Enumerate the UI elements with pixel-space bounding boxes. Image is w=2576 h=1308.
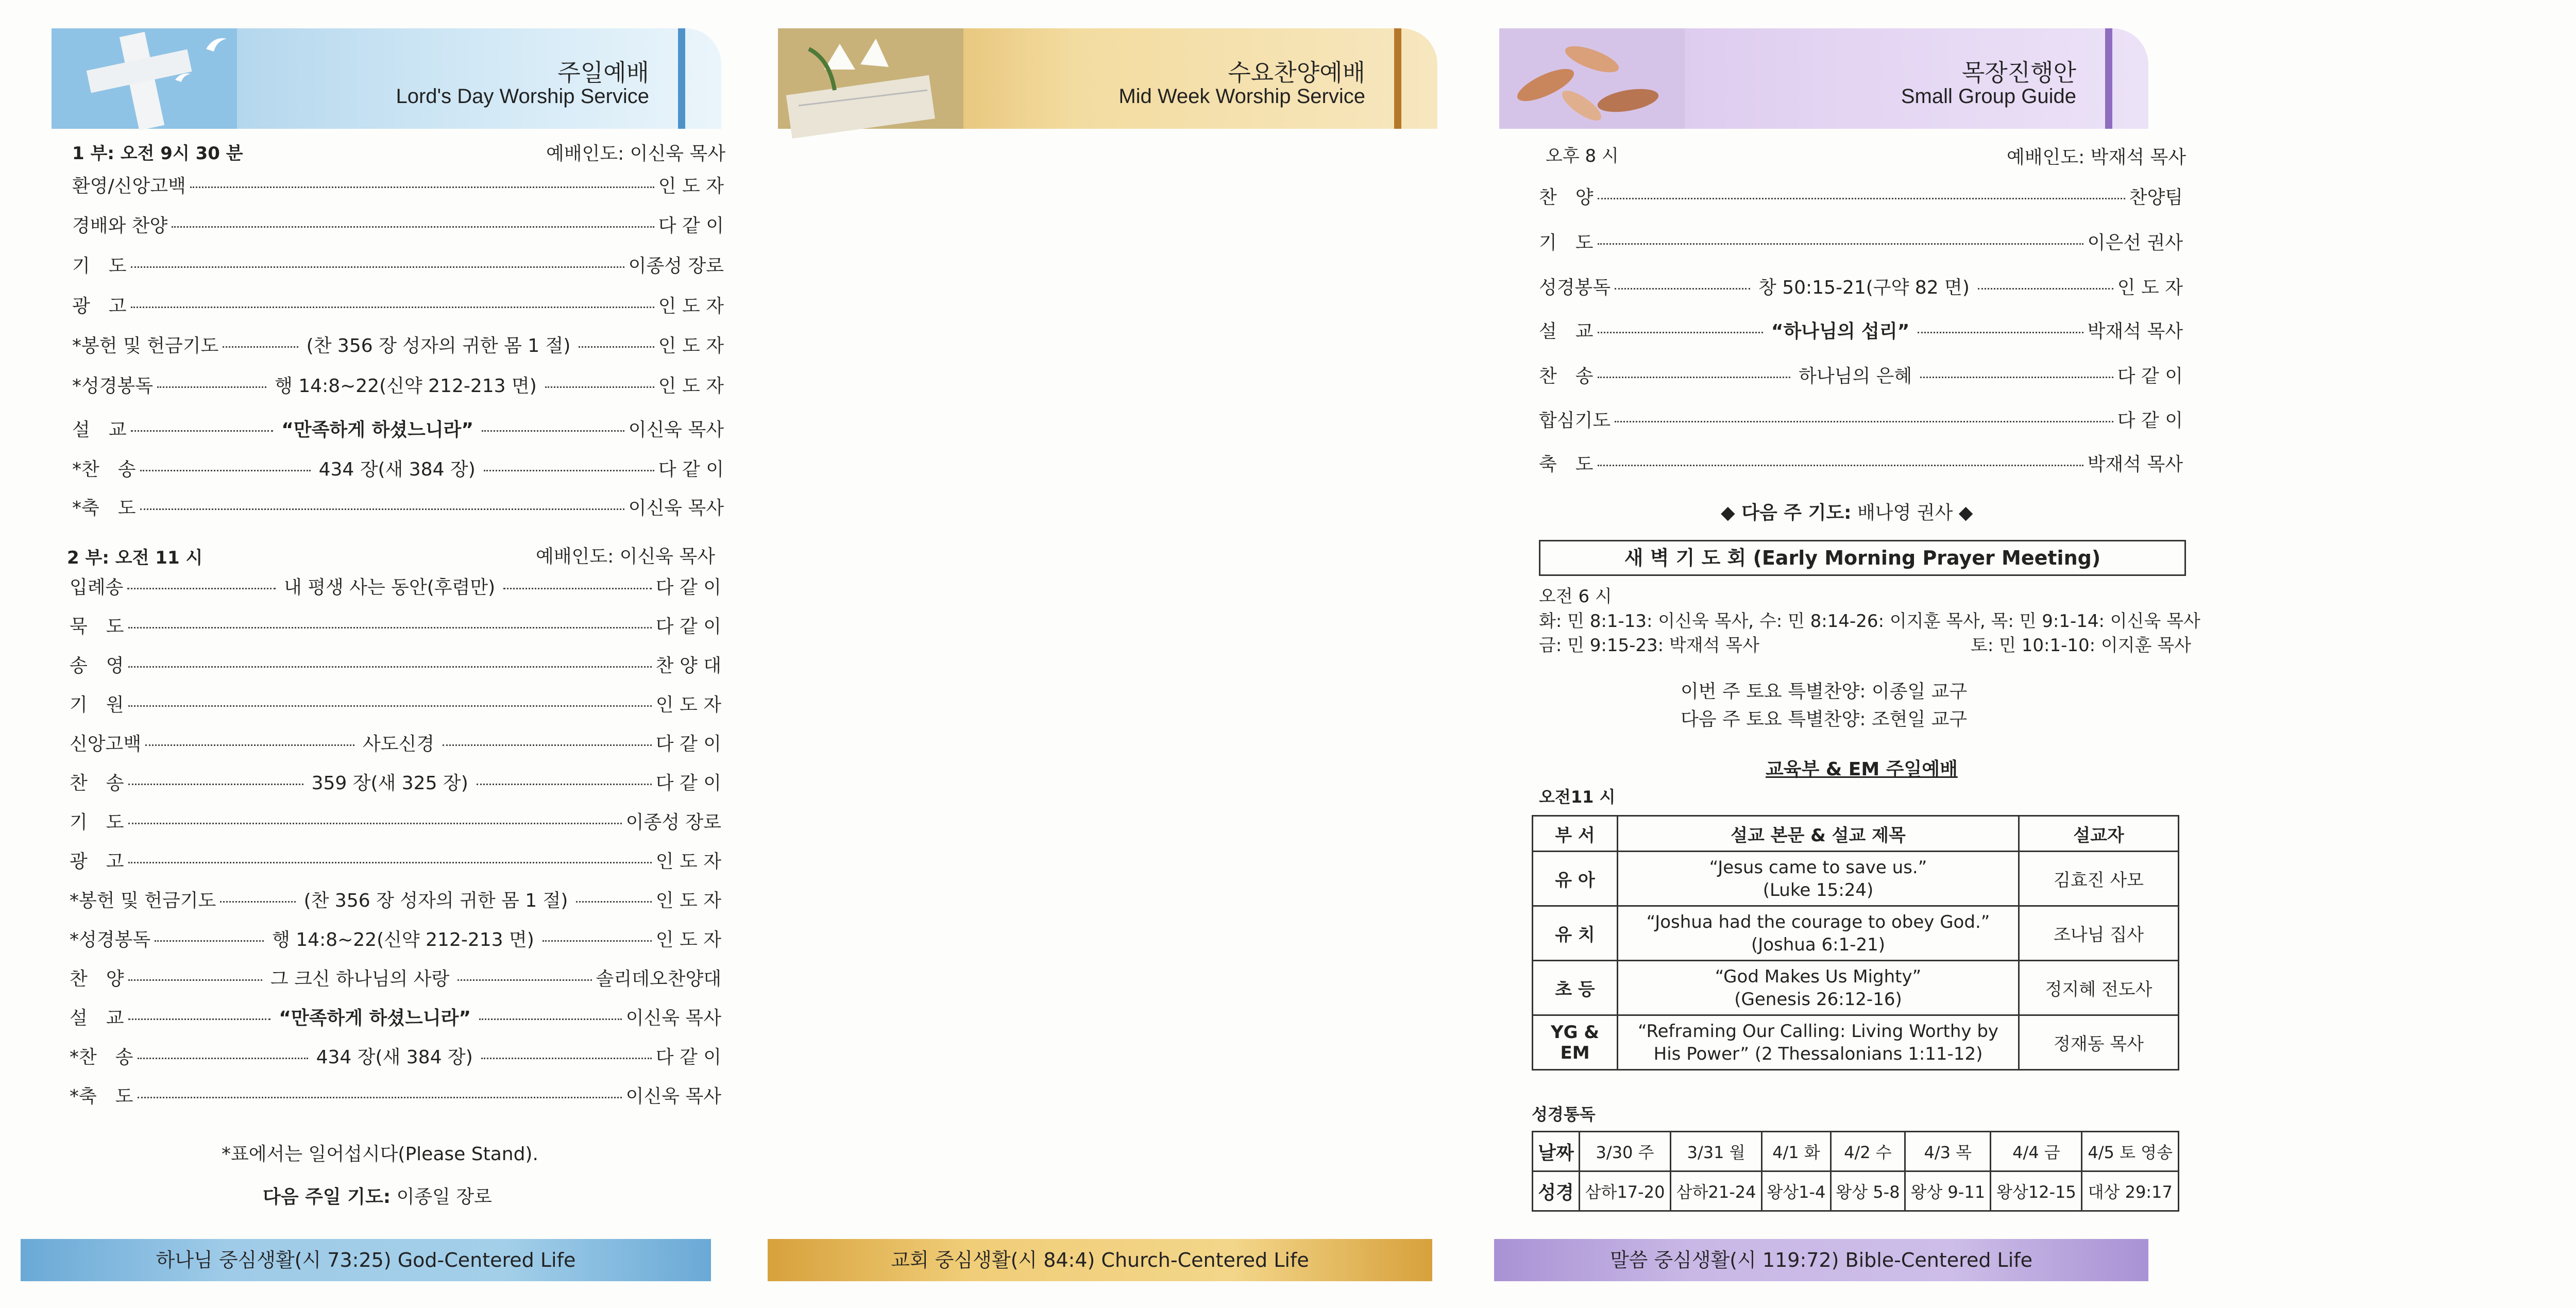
leader-dots [482, 430, 624, 432]
order-detail: (찬 356 장 성자의 귀한 몸 1 절) [303, 890, 568, 911]
order-person: 다 같 이 [655, 773, 721, 794]
order-detail: 434 장(새 384 장) [316, 1047, 473, 1068]
order-row [70, 651, 721, 677]
order-label: 입례송 [70, 577, 124, 598]
order-label: 설 교 [70, 1008, 124, 1029]
order-label: 합심기도 [1539, 410, 1611, 431]
order-row [70, 964, 721, 991]
order-label: 송 영 [70, 655, 124, 676]
bible-date: 4/1 화 [1762, 1132, 1831, 1171]
service2-leader: 예배인도: 이신욱 목사 [536, 546, 715, 567]
dawn-thu: 목: 민 9:1-14: 이신욱 목사 [1991, 611, 2200, 632]
order-person: 인 도 자 [658, 335, 724, 356]
order-row [70, 612, 721, 638]
header-accent-bar [2105, 28, 2112, 129]
bible-ref: 삼하17-20 [1580, 1171, 1671, 1211]
order-person: 인 도 자 [655, 694, 721, 716]
edu-sermon-title: “Joshua had the courage to obey God.” [1646, 911, 1990, 932]
order-person: 인 도 자 [655, 890, 721, 911]
order-person: 인 도 자 [655, 851, 721, 872]
order-row [72, 494, 724, 520]
order-label: *축 도 [70, 1086, 133, 1107]
leader-dots [190, 186, 654, 188]
small-group-panel [1484, 0, 2158, 1308]
this-saturday-special: 이번 주 토요 특별찬양: 이종일 교구 [1681, 681, 1968, 702]
sunday-footer: 하나님 중심생활(시 73:25) God-Centered Life [21, 1239, 711, 1281]
sunday-title-en: Lord's Day Worship Service [396, 85, 649, 108]
education-title: 교육부 & EM 주일예배 [1766, 759, 1958, 780]
lily-bible-picture [778, 28, 963, 129]
leader-dots [145, 744, 354, 746]
bible-reading-title: 성경통독 [1532, 1105, 1596, 1124]
leader-dots [503, 588, 652, 589]
leader-dots [131, 307, 654, 308]
order-label: 광 고 [70, 851, 124, 872]
next-saturday-special: 다음 주 토요 특별찬양: 조현일 교구 [1681, 709, 1968, 730]
small-group-footer: 말씀 중심생활(시 119:72) Bible-Centered Life [1494, 1239, 2148, 1281]
edu-sermon-ref: (Joshua 6:1-21) [1751, 934, 1886, 955]
order-person: 박재석 목사 [2087, 454, 2183, 475]
order-label: 기 도 [1539, 232, 1594, 253]
bible-ref: 삼하21-24 [1671, 1171, 1762, 1211]
order-row [70, 690, 721, 717]
leader-dots [131, 430, 274, 432]
leader-dots [576, 901, 651, 903]
order-label: 찬 송 [1539, 366, 1594, 387]
order-row [72, 172, 724, 198]
order-label: 묵 도 [70, 616, 124, 637]
leader-dots [545, 386, 654, 388]
edu-dept-text: 초 등 [1555, 979, 1595, 1000]
dawn-wed: 수: 민 8:14-26: 이지훈 목사, [1759, 611, 1986, 632]
leader-dots [128, 823, 622, 824]
order-row [72, 251, 724, 278]
leader-dots [481, 1058, 652, 1059]
service1-time: 1 부: 오전 9시 30 분 [72, 143, 243, 164]
dawn-tue: 화: 민 8:1-13: 이신욱 목사, [1539, 611, 1754, 632]
order-person: 인 도 자 [655, 929, 721, 950]
bible-date: 3/31 월 [1671, 1132, 1762, 1171]
order-label: *봉헌 및 헌금기도 [72, 335, 219, 356]
order-detail: (찬 356 장 성자의 귀한 몸 1 절) [306, 335, 571, 356]
edu-dept-text: YG & [1550, 1022, 1599, 1043]
edu-preacher: 정재동 목사 [2019, 1015, 2179, 1070]
wednesday-title-ko: 수요찬양예배 [1228, 59, 1365, 87]
education-time: 오전11 시 [1539, 787, 1616, 807]
order-label: 설 교 [72, 419, 127, 440]
leader-dots [128, 979, 262, 981]
edu-dept-text: 유 아 [1555, 870, 1595, 891]
wednesday-footer: 교회 중심생활(시 84:4) Church-Centered Life [768, 1239, 1432, 1281]
leader-dots [484, 470, 654, 471]
cross-picture [52, 28, 237, 129]
order-label: 기 도 [70, 812, 124, 833]
leader-dots [131, 266, 624, 268]
bible-ref: 왕상1-4 [1762, 1171, 1831, 1211]
next-week-prayer-name: 배나영 권사 ◆ [1857, 502, 1973, 523]
order-row [70, 808, 721, 834]
leader-dots [127, 588, 276, 589]
order-person: 찬 양 대 [655, 655, 721, 676]
sunday-header [52, 28, 721, 129]
order-detail: 하나님의 은혜 [1799, 366, 1912, 387]
dawn-fri: 금: 민 9:15-23: 박재석 목사 [1539, 635, 1759, 656]
leader-dots [155, 940, 264, 942]
order-detail: “만족하게 하셨느니라” [279, 1008, 471, 1029]
edu-header-dept: 부 서 [1533, 816, 1618, 852]
order-row [70, 847, 721, 873]
order-detail: 내 평생 사는 동안(후렴만) [283, 577, 496, 598]
order-row [72, 371, 724, 398]
bible-date: 4/2 수 [1831, 1132, 1905, 1171]
edu-header-preacher: 설교자 [2019, 816, 2179, 852]
order-label: 광 고 [72, 296, 127, 317]
dawn-prayer-title: 새 벽 기 도 회 (Early Morning Prayer Meeting) [1539, 540, 2186, 576]
small-group-title-ko: 목장진행안 [1961, 59, 2076, 87]
order-label: 신앙고백 [70, 734, 142, 755]
header-accent-bar [1394, 28, 1401, 129]
order-label: 환영/신앙고백 [72, 176, 186, 197]
order-detail: “하나님의 섭리” [1771, 321, 1910, 342]
order-label: 설 교 [1539, 321, 1594, 342]
edu-dept-text: 유 치 [1555, 925, 1595, 945]
leader-dots [128, 862, 652, 863]
order-label: 찬 송 [70, 773, 124, 794]
bible-date: 4/3 목 [1905, 1132, 1991, 1171]
leader-dots [477, 784, 652, 785]
order-detail: 창 50:15-21(구약 82 면) [1758, 277, 1970, 298]
next-sunday-prayer-label: 다음 주일 기도: [263, 1186, 391, 1208]
wednesday-title-en: Mid Week Worship Service [1118, 85, 1365, 108]
small-group-header [1499, 28, 2148, 129]
leader-dots [138, 1097, 622, 1098]
order-label: 기 원 [70, 694, 124, 716]
header-accent-bar [678, 28, 685, 129]
leader-dots [157, 386, 266, 388]
edu-sermon-ref: (Genesis 26:12-16) [1734, 989, 1902, 1010]
order-detail: 그 크신 하나님의 사랑 [270, 969, 450, 990]
order-detail: 434 장(새 384 장) [318, 459, 476, 480]
order-person: 이종성 장로 [628, 256, 724, 277]
order-person: 다 같 이 [655, 577, 722, 598]
wednesday-time: 오후 8 시 [1546, 146, 1619, 166]
order-label: *봉헌 및 헌금기도 [70, 890, 216, 911]
leader-dots [128, 1018, 271, 1020]
next-sunday-prayer-name: 이종일 장로 [396, 1186, 492, 1208]
leader-dots [220, 901, 295, 903]
order-row [70, 1004, 721, 1030]
leader-dots [128, 627, 652, 628]
order-person: 다 같 이 [658, 215, 724, 236]
order-person: 다 같 이 [655, 1047, 721, 1068]
edu-preacher: 조나님 집사 [2019, 906, 2179, 961]
sunday-worship-panel [0, 0, 742, 1308]
order-person: 인 도 자 [658, 296, 724, 317]
stand-note: *표에서는 일어섭시다(Please Stand). [222, 1144, 538, 1165]
order-detail: 행 14:8~22(신약 212-213 면) [272, 929, 534, 950]
order-person: 다 같 이 [655, 616, 721, 637]
order-row [70, 1082, 721, 1108]
order-row [70, 573, 721, 599]
bible-ref-label: 성경 [1533, 1171, 1580, 1211]
edu-dept-text: EM [1560, 1042, 1590, 1063]
order-person: 다 같 이 [655, 734, 721, 755]
edu-sermon-title: “Jesus came to save us.” [1709, 857, 1927, 878]
leader-dots [128, 705, 652, 707]
order-person: 박재석 목사 [2087, 321, 2183, 342]
order-label: 찬 양 [70, 969, 124, 990]
order-row [70, 1043, 721, 1069]
order-label: 기 도 [72, 256, 127, 277]
order-detail: 359 장(새 325 장) [311, 773, 468, 794]
wednesday-leader: 예배인도: 박재석 목사 [2007, 147, 2186, 168]
order-label: 경배와 찬양 [72, 215, 168, 236]
order-row [70, 886, 721, 912]
order-label: *성경봉독 [70, 929, 151, 950]
bible-date: 3/30 주 [1580, 1132, 1671, 1171]
order-person: 이신욱 목사 [625, 1008, 722, 1029]
leader-dots [128, 784, 303, 785]
leader-dots [443, 744, 652, 746]
order-person: 인 도 자 [658, 376, 724, 397]
order-label: 찬 양 [1539, 187, 1594, 208]
leader-dots [457, 979, 591, 981]
edu-sermon-title: “God Makes Us Mighty” [1715, 966, 1922, 987]
order-person: 다 같 이 [2117, 410, 2183, 431]
bible-ref: 왕상 9-11 [1905, 1171, 1991, 1211]
leader-dots [140, 508, 624, 510]
leader-dots [138, 1058, 308, 1059]
edu-header-sermon: 설교 본문 & 설교 제목 [1618, 816, 2019, 852]
order-label: *성경봉독 [72, 376, 154, 397]
edu-preacher: 정지혜 전도사 [2019, 961, 2179, 1015]
leader-dots [140, 470, 311, 471]
bible-date: 4/5 토 영송 [2082, 1132, 2179, 1171]
leader-dots [543, 940, 652, 942]
order-row [72, 415, 724, 441]
edu-sermon-ref: His Power” (2 Thessalonians 1:11-12) [1653, 1043, 1983, 1064]
order-person: 이신욱 목사 [625, 1086, 721, 1107]
order-person: 다 같 이 [2117, 366, 2183, 387]
edu-preacher: 김효진 사모 [2019, 852, 2179, 906]
dawn-prayer-time: 오전 6 시 [1539, 586, 1612, 607]
leader-dots [479, 1018, 622, 1020]
leader-dots [223, 346, 298, 348]
wednesday-header [778, 28, 1437, 129]
order-person: 인 도 자 [658, 176, 724, 197]
order-person: 찬양팀 [2129, 187, 2183, 208]
order-row [72, 292, 724, 318]
leader-dots [579, 346, 654, 348]
order-detail: 사도신경 [362, 734, 434, 755]
bible-date: 4/4 금 [1991, 1132, 2082, 1171]
order-label: 성경봉독 [1539, 277, 1611, 298]
order-detail: 행 14:8~22(신약 212-213 면) [275, 376, 537, 397]
small-group-title-en: Small Group Guide [1901, 85, 2076, 108]
bible-ref: 왕상12-15 [1991, 1171, 2082, 1211]
leader-dots [128, 666, 652, 668]
order-label: 축 도 [1539, 454, 1594, 475]
order-person: 다 같 이 [658, 459, 724, 480]
bible-ref: 왕상 5-8 [1831, 1171, 1905, 1211]
order-person: 이종성 장로 [625, 812, 721, 833]
order-row [72, 331, 724, 358]
bible-ref: 대상 29:17 [2082, 1171, 2179, 1211]
leader-dots [172, 226, 654, 228]
order-row [70, 769, 721, 795]
order-row [70, 925, 721, 952]
order-person: 솔리데오찬양대 [596, 969, 722, 990]
order-person: 이신욱 목사 [628, 419, 724, 440]
edu-sermon-title: “Reframing Our Calling: Living Worthy by [1637, 1021, 1999, 1042]
order-row [72, 455, 724, 481]
next-week-prayer-label: ◆ 다음 주 기도: [1721, 502, 1852, 523]
order-label: *축 도 [72, 498, 136, 519]
bible-date-label: 날짜 [1533, 1132, 1580, 1171]
sunday-title-ko: 주일예배 [557, 59, 649, 87]
order-row [70, 729, 721, 756]
order-person: 이신욱 목사 [628, 498, 724, 519]
hands-picture [1499, 28, 1685, 129]
dawn-sat: 토: 민 10:1-10: 이지훈 목사 [1971, 635, 2191, 656]
order-row [72, 211, 724, 237]
service2-time: 2 부: 오전 11 시 [67, 548, 203, 568]
order-detail: “만족하게 하셨느니라” [281, 419, 474, 440]
order-person: 이은선 권사 [2087, 232, 2183, 253]
order-label: *찬 송 [70, 1047, 133, 1068]
order-label: *찬 송 [72, 459, 136, 480]
order-person: 인 도 자 [2117, 277, 2183, 298]
service1-leader: 예배인도: 이신욱 목사 [546, 143, 725, 164]
edu-sermon-ref: (Luke 15:24) [1762, 879, 1874, 901]
